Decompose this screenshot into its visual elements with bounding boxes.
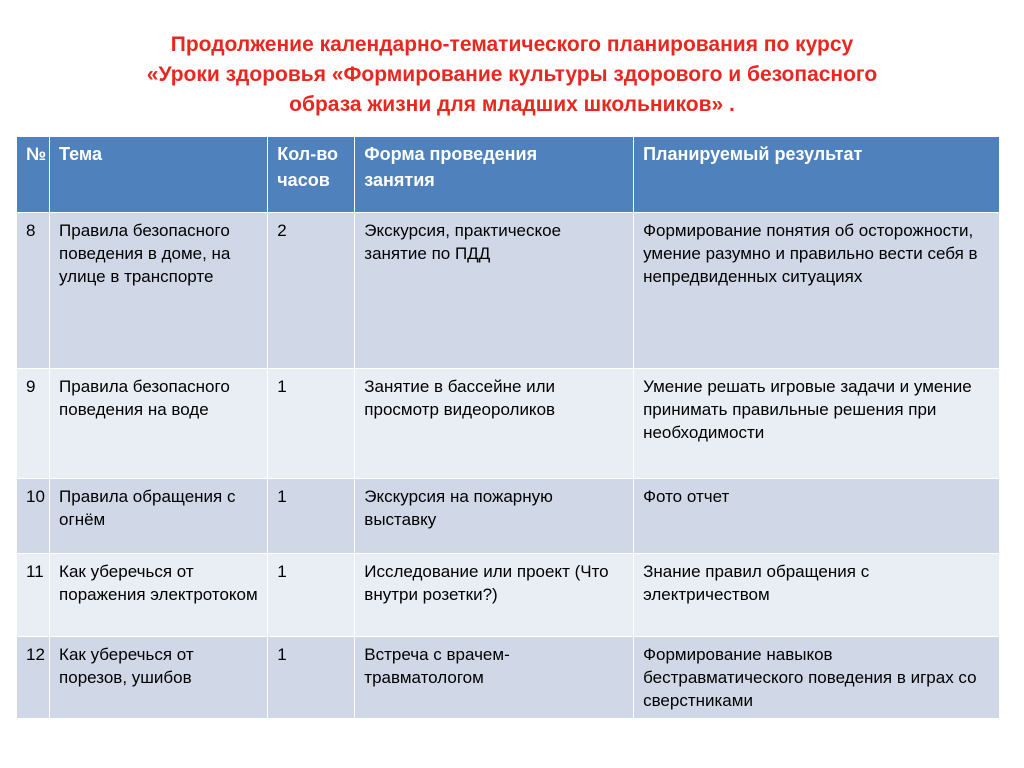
cell-result: Формирование понятия об осторожности, умение разумно и правильно вести себя в непредвиденных ситуациях (634, 213, 1000, 369)
table-row (17, 637, 1000, 719)
header-num: № (17, 137, 50, 213)
title-line-3: образа жизни для младших школьников» . (289, 93, 735, 116)
table-row (17, 369, 1000, 479)
cell-result: Формирование навыков бестравматического поведения в играх со сверстниками (634, 637, 1000, 719)
cell-topic: Как уберечься от порезов, ушибов (50, 637, 268, 719)
table-header-row (17, 137, 1000, 213)
cell-hours: 1 (268, 369, 355, 479)
cell-topic: Как уберечься от поражения электротоком (50, 554, 268, 637)
header-form-line-2: занятия (364, 170, 435, 190)
cell-form: Экскурсия на пожарную выставку (355, 479, 634, 554)
header-hours-line-1: Кол-во (277, 144, 339, 164)
cell-result: Фото отчет (634, 479, 1000, 554)
header-hours (268, 137, 355, 213)
cell-num: 12 (17, 637, 50, 719)
header-result: Планируемый результат (634, 137, 1000, 213)
cell-result: Знание правил обращения с электричеством (634, 554, 1000, 637)
table-row (17, 479, 1000, 554)
cell-hours: 1 (268, 479, 355, 554)
cell-hours: 1 (268, 637, 355, 719)
title-line-1: Продолжение календарно-тематического планирования по курсу (170, 33, 854, 56)
cell-result: Умение решать игровые задачи и умение принимать правильные решения при необходимости (634, 369, 1000, 479)
header-hours-line-2: часов (277, 170, 330, 190)
cell-hours: 1 (268, 554, 355, 637)
cell-num: 10 (17, 479, 50, 554)
header-form-line-1: Форма проведения (364, 144, 538, 164)
header-form (355, 137, 634, 213)
cell-form: Встреча с врачем-травматологом (355, 637, 634, 719)
cell-hours: 2 (268, 213, 355, 369)
slide-title (40, 30, 984, 120)
cell-num: 8 (17, 213, 50, 369)
cell-num: 9 (17, 369, 50, 479)
header-topic: Тема (50, 137, 268, 213)
cell-num: 11 (17, 554, 50, 637)
table-row (17, 554, 1000, 637)
cell-form: Занятие в бассейне или просмотр видеороликов (355, 369, 634, 479)
title-line-2: «Уроки здоровья «Формирование культуры здорового и безопасного (146, 63, 878, 86)
cell-form: Экскурсия, практическое занятие по ПДД (355, 213, 634, 369)
cell-topic: Правила безопасного поведения в доме, на улице в транспорте (50, 213, 268, 369)
cell-topic: Правила безопасного поведения на воде (50, 369, 268, 479)
table-row (17, 213, 1000, 369)
planning-table (16, 136, 1000, 719)
cell-form: Исследование или проект (Что внутри розетки?) (355, 554, 634, 637)
cell-topic: Правила обращения с огнём (50, 479, 268, 554)
